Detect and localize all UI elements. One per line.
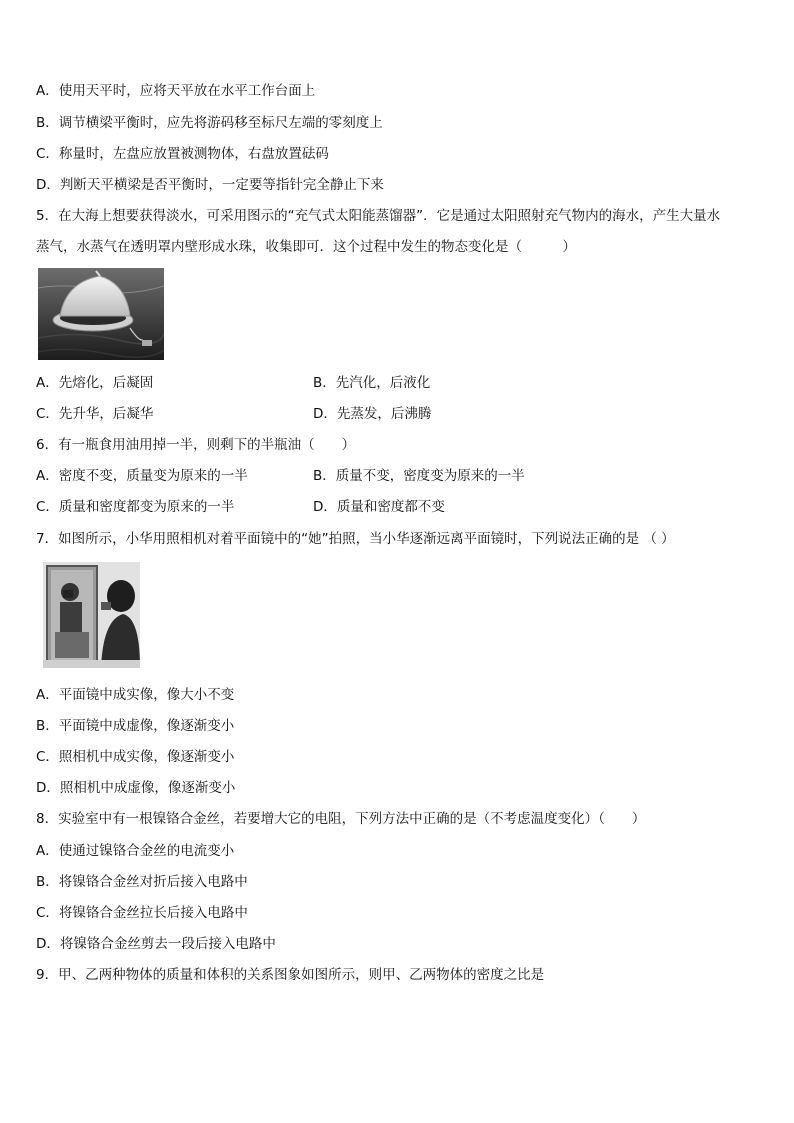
q5-option-c: C．先升华，后凝华 (36, 406, 154, 422)
q5-stem-line1: 5．在大海上想要获得淡水，可采用图示的“充气式太阳能蒸馏器”．它是通过太阳照射充气物内的海水，产生大量水 (36, 208, 721, 224)
q6-option-c: C．质量和密度都变为原来的一半 (36, 499, 235, 515)
q9-stem: 9．甲、乙两种物体的质量和体积的关系图象如图所示，则甲、乙两物体的密度之比是 (36, 967, 545, 983)
q8-option-b: B．将镍铬合金丝对折后接入电路中 (36, 874, 248, 890)
q7-option-a: A．平面镜中成实像，像大小不变 (36, 687, 235, 703)
q5-option-b: B．先汽化，后液化 (313, 375, 431, 391)
solar-still-photo (38, 268, 164, 360)
q5-option-d: D．先蒸发，后沸腾 (313, 406, 432, 422)
q8-stem: 8．实验室中有一根镍铬合金丝，若要增大它的电阻，下列方法中正确的是（不考虑温度变化）（ ） (36, 811, 646, 827)
q8-option-a: A．使通过镍铬合金丝的电流变小 (36, 843, 235, 859)
q5-option-a: A．先熔化，后凝固 (36, 375, 154, 391)
q4-option-b: B．调节横梁平衡时，应先将游码移至标尺左端的零刻度上 (36, 115, 383, 131)
q6-option-d: D．质量和密度都不变 (313, 499, 445, 515)
q5-stem-line2: 蒸气，水蒸气在透明罩内壁形成水珠，收集即可．这个过程中发生的物态变化是（ ） (36, 239, 576, 255)
q4-option-d: D．判断天平横梁是否平衡时，一定要等指针完全静止下来 (36, 177, 384, 193)
q7-option-b: B．平面镜中成虚像，像逐渐变小 (36, 718, 235, 734)
q7-option-c: C．照相机中成实像，像逐渐变小 (36, 749, 235, 765)
q4-option-a: A．使用天平时，应将天平放在水平工作台面上 (36, 83, 316, 99)
q8-option-d: D．将镍铬合金丝剪去一段后接入电路中 (36, 936, 276, 952)
q7-option-d: D．照相机中成虚像，像逐渐变小 (36, 780, 236, 796)
q8-option-c: C．将镍铬合金丝拉长后接入电路中 (36, 905, 248, 921)
q4-option-c: C．称量时，左盘应放置被测物体，右盘放置砝码 (36, 146, 329, 162)
q6-stem: 6．有一瓶食用油用掉一半，则剩下的半瓶油（ ） (36, 437, 356, 453)
q6-option-b: B．质量不变，密度变为原来的一半 (313, 468, 525, 484)
q7-stem: 7．如图所示，小华用照相机对着平面镜中的“她”拍照，当小华逐渐远离平面镜时，下列说法正确的是 （ ） (36, 531, 675, 547)
q6-option-a: A．密度不变，质量变为原来的一半 (36, 468, 248, 484)
mirror-camera-photo (43, 562, 140, 668)
